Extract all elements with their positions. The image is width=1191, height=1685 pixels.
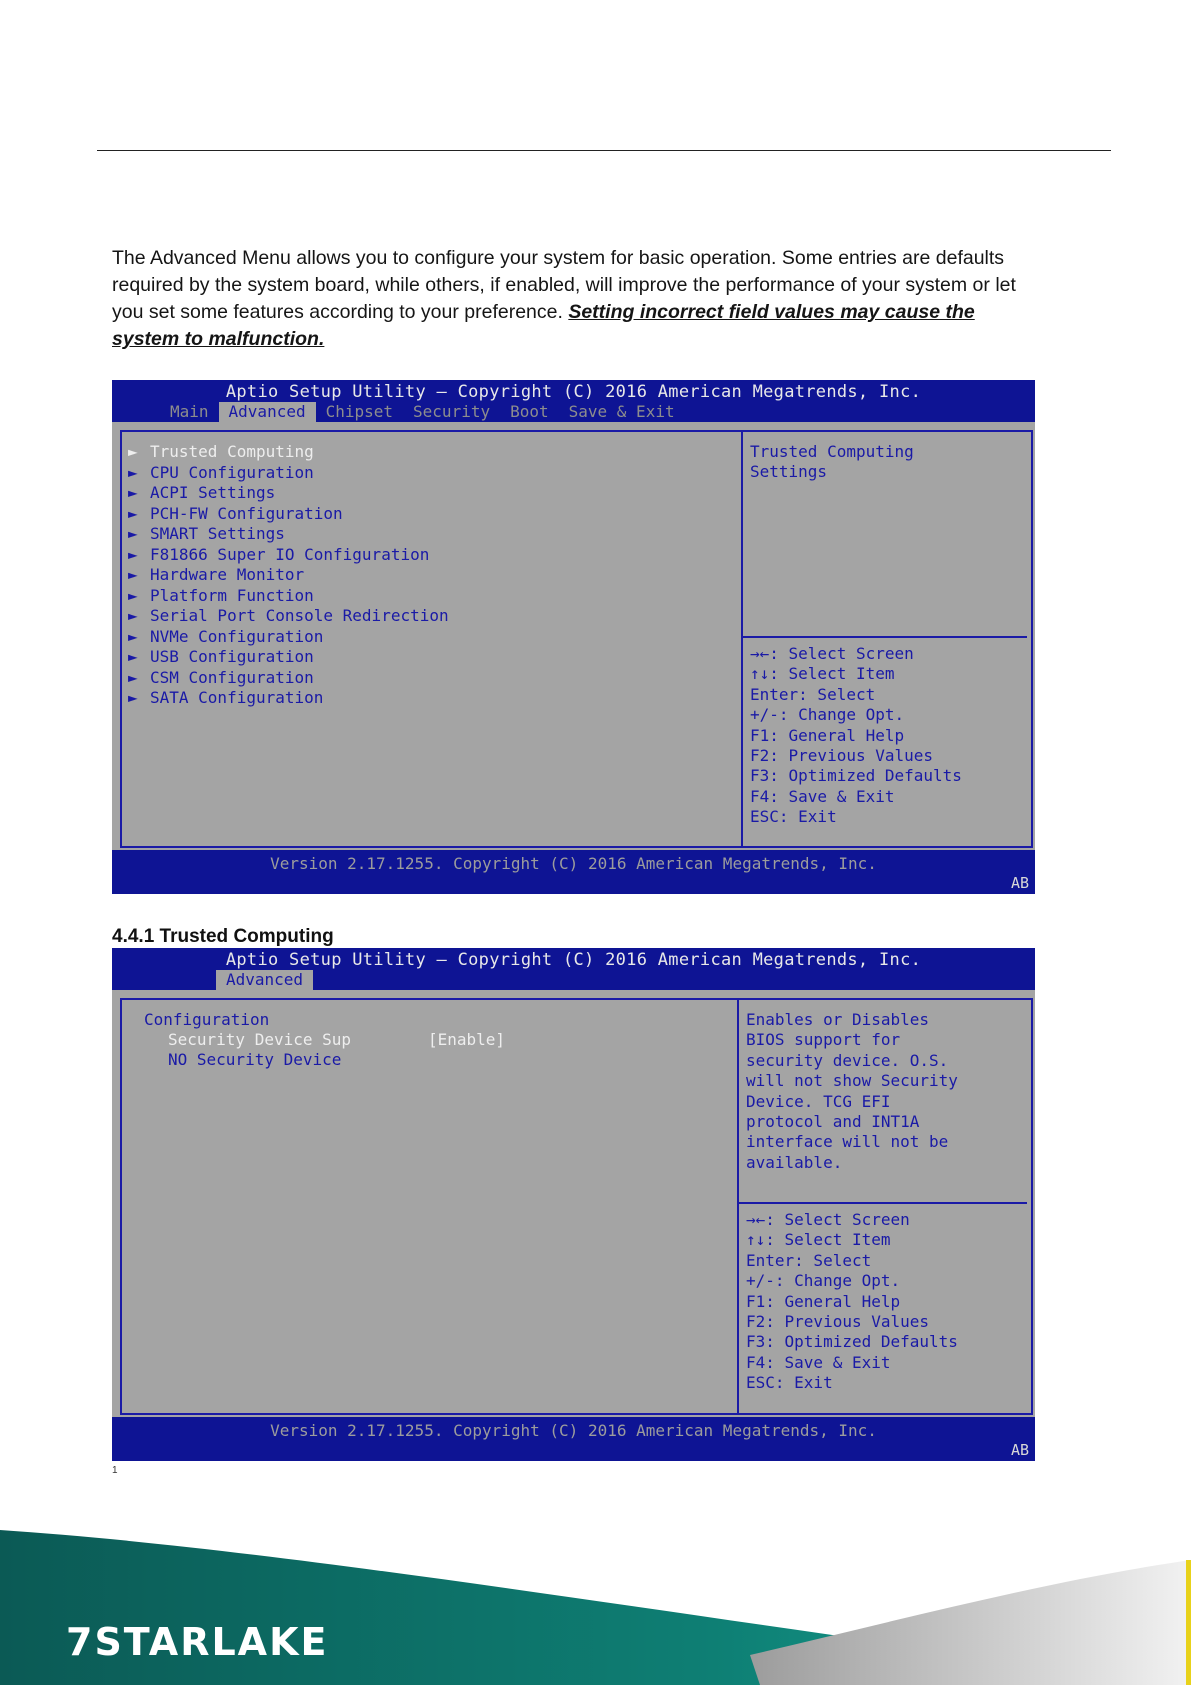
bios-body — [120, 998, 1033, 1415]
bios-menu-item-label: USB Configuration — [150, 647, 314, 666]
bios-menu-item-label: Serial Port Console Redirection — [150, 606, 449, 625]
bios-menubar — [216, 970, 313, 990]
submenu-arrow-icon: ► — [128, 667, 138, 687]
intro-text: The Advanced Menu allows you to configure your system for basic operation. Some entries are defaults required by the system board, while others, if enabled, will improve the performance of your system or let you set some features according to your preference. — [112, 247, 1016, 323]
bios-menu-item-label: Platform Function — [150, 585, 314, 605]
key-legend-line: F2: Previous Values — [750, 746, 934, 765]
bios-menu-item-label: CPU Configuration — [150, 462, 314, 482]
section-heading: 4.4.1 Trusted Computing — [112, 926, 334, 947]
submenu-arrow-icon: ► — [128, 688, 138, 707]
key-legend-line: F3: Optimized Defaults — [750, 766, 962, 786]
bios-menu-item[interactable] — [128, 647, 314, 667]
brand-logo: 7STARLAKE — [66, 1620, 329, 1664]
bios-screen-trusted-computing — [112, 948, 1035, 1461]
bios-version: Version 2.17.1255. Copyright (C) 2016 American Megatrends, Inc. — [270, 854, 877, 873]
bios-pane-divider — [737, 1000, 739, 1413]
bios-menubar — [160, 402, 685, 422]
menu-tab-chipset[interactable]: Chipset — [325, 402, 394, 421]
key-legend-line: Enter: Select — [746, 1250, 872, 1270]
bios-menu-item[interactable] — [128, 504, 343, 524]
yellow-edge — [1186, 1560, 1191, 1685]
intro-warning: Setting incorrect field values may cause the system to malfunction. — [112, 301, 975, 350]
bios-menu-item[interactable] — [128, 688, 323, 708]
bios-body — [120, 430, 1033, 848]
key-legend-line: Enter: Select — [750, 684, 876, 704]
menu-tab-security[interactable]: Security — [413, 402, 491, 421]
help-line: Settings — [750, 462, 828, 482]
bios-title: Aptio Setup Utility – Copyright (C) 2016 American Megatrends, Inc. — [225, 950, 922, 970]
bios-menu-item[interactable] — [128, 606, 449, 626]
key-legend-line: F2: Previous Values — [746, 1312, 930, 1331]
bios-menu-item-label: SMART Settings — [150, 524, 285, 543]
key-legend-line: ↑↓: Select Item — [746, 1230, 891, 1250]
bios-menu-item[interactable] — [128, 524, 285, 544]
key-legend-line: ESC: Exit — [750, 807, 837, 827]
bios-pane-divider — [741, 432, 743, 846]
submenu-arrow-icon: ► — [128, 585, 138, 605]
security-device-option[interactable]: Security Device Sup — [168, 1030, 352, 1049]
bios-version: Version 2.17.1255. Copyright (C) 2016 American Megatrends, Inc. — [270, 1421, 877, 1440]
bios-menu-item[interactable] — [128, 586, 314, 606]
key-legend-line: F1: General Help — [750, 725, 905, 745]
bios-menu-item[interactable] — [128, 627, 323, 647]
key-legend-line: F3: Optimized Defaults — [746, 1332, 958, 1352]
bios-menu-item[interactable] — [128, 463, 314, 483]
bios-menu-item-label: Trusted Computing — [150, 442, 314, 461]
header-rule — [97, 150, 1111, 151]
bios-screen-advanced — [112, 380, 1035, 894]
bios-menu-item-label: NVMe Configuration — [150, 626, 324, 646]
submenu-arrow-icon: ► — [128, 524, 138, 543]
help-line: will not show Security — [746, 1071, 958, 1091]
bios-titlebar — [112, 380, 1035, 422]
gray-swoosh — [750, 1560, 1191, 1685]
key-legend-line: ↑↓: Select Item — [750, 664, 895, 684]
help-line: available. — [746, 1152, 843, 1172]
config-label: Configuration — [144, 1010, 270, 1029]
bios-menu-item[interactable] — [128, 668, 314, 688]
bios-menu-item-label: PCH-FW Configuration — [150, 503, 343, 523]
no-security-device-label: NO Security Device — [168, 1050, 342, 1069]
submenu-arrow-icon: ► — [128, 647, 138, 666]
help-line: BIOS support for — [746, 1030, 901, 1050]
bios-help-separator — [739, 1202, 1027, 1204]
submenu-arrow-icon: ► — [128, 565, 138, 584]
menu-tab-main[interactable]: Main — [170, 402, 209, 421]
bios-menu-item[interactable] — [128, 545, 429, 565]
bios-menu-item-label: CSM Configuration — [150, 667, 314, 687]
submenu-arrow-icon: ► — [128, 462, 138, 482]
bios-badge: AB — [1010, 874, 1029, 892]
submenu-arrow-icon: ► — [128, 626, 138, 646]
submenu-arrow-icon: ► — [128, 503, 138, 523]
security-device-value[interactable]: [Enable] — [428, 1030, 506, 1049]
key-legend-line: F1: General Help — [746, 1291, 901, 1311]
menu-tab-boot[interactable]: Boot — [510, 402, 549, 421]
bios-menu-item-label: Hardware Monitor — [150, 565, 305, 584]
submenu-arrow-icon: ► — [128, 483, 138, 502]
bios-menu-item[interactable] — [128, 565, 304, 585]
key-legend-line: F4: Save & Exit — [750, 786, 895, 806]
menu-tab-advanced[interactable]: Advanced — [216, 970, 313, 990]
help-line: Enables or Disables — [746, 1010, 930, 1029]
bios-title: Aptio Setup Utility – Copyright (C) 2016 American Megatrends, Inc. — [225, 382, 922, 402]
help-line: security device. O.S. — [746, 1050, 949, 1070]
key-legend-line: +/-: Change Opt. — [746, 1271, 901, 1291]
help-line: protocol and INT1A — [746, 1112, 920, 1131]
menu-tab-advanced[interactable]: Advanced — [219, 402, 316, 422]
bios-menu-item[interactable] — [128, 442, 314, 462]
menu-tab-save-exit[interactable]: Save & Exit — [568, 402, 675, 421]
bios-badge: AB — [1010, 1441, 1029, 1459]
submenu-arrow-icon: ► — [128, 606, 138, 625]
key-legend-line: ESC: Exit — [746, 1373, 833, 1393]
key-legend-line: +/-: Change Opt. — [750, 705, 905, 725]
bios-menu-item-label: F81866 Super IO Configuration — [150, 544, 430, 564]
intro-paragraph — [112, 245, 1042, 353]
key-legend-line: →←: Select Screen — [746, 1210, 910, 1229]
bios-titlebar — [112, 948, 1035, 990]
submenu-arrow-icon: ► — [128, 544, 138, 564]
bios-menu-item-label: SATA Configuration — [150, 688, 324, 707]
footnote-mark: 1 — [112, 1465, 118, 1476]
bios-menu-item[interactable] — [128, 483, 275, 503]
key-legend-line: F4: Save & Exit — [746, 1352, 891, 1372]
bios-footer — [112, 850, 1035, 894]
submenu-arrow-icon: ► — [128, 442, 138, 461]
key-legend-line: →←: Select Screen — [750, 644, 914, 663]
bios-help-separator — [743, 636, 1027, 638]
help-line: Device. TCG EFI — [746, 1091, 891, 1111]
help-line: Trusted Computing — [750, 442, 914, 461]
bios-footer — [112, 1417, 1035, 1461]
bios-menu-item-label: ACPI Settings — [150, 483, 276, 502]
help-line: interface will not be — [746, 1132, 949, 1152]
